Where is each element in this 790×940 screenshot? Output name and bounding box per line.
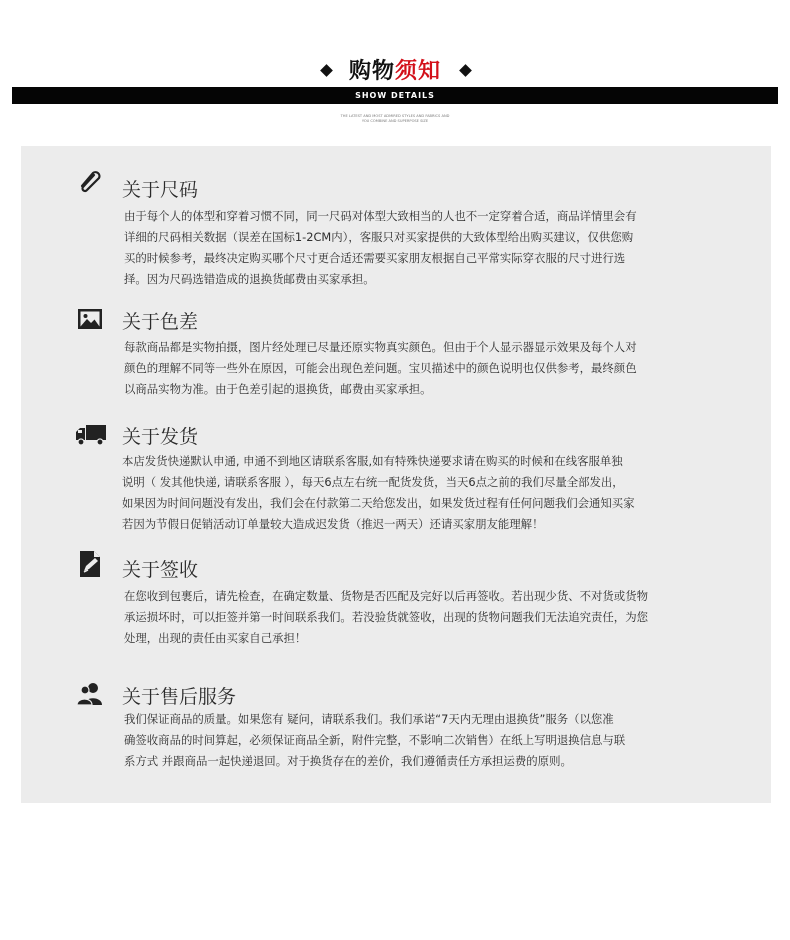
section-title: 关于色差 [122,311,199,333]
section-title: 关于发货 [122,426,199,448]
section-body [124,337,672,400]
show-details-bar: SHOW DETAILS [12,87,778,104]
tiny-caption-line-1: THE LATEST AND MOST ADMIRED STYLES AND FABRICS AND [340,114,450,118]
body-line: 说明（ 发其他快递, 请联系客服 ），每天6点左右统一配货发货，当天6点之前的我们尽量全部发出， [122,475,624,489]
section-title: 关于签收 [122,559,199,581]
body-line: 择。因为尺码选错造成的退换货邮费由买家承担。 [124,272,375,286]
tiny-caption-line-2: YOU COMBINE AND SUPERPOSE SIZE [361,119,429,123]
body-line: 在您收到包裹后，请先检查，在确定数量、货物是否匹配及完好以后再签收。若出现少货、不对货或货物 [124,589,648,603]
image-icon [76,305,104,333]
truck-icon [75,421,107,449]
body-line: 以商品实物为准。由于色差引起的退换货，邮费由买家承担。 [124,382,432,396]
notice-panel [21,146,771,803]
body-line: 处理，出现的责任由买家自己承担！ [124,631,307,645]
section-body [122,451,670,535]
body-line: 确签收商品的时间算起，必须保证商品全新，附件完整，不影响二次销售）在纸上写明退换信息与联 [124,733,626,747]
section-body [124,709,672,772]
users-icon [76,680,104,708]
body-line: 本店发货快递默认申通, 申通不到地区请联系客服,如有特殊快递要求请在购买的时候和在线客服单独 [122,454,623,468]
body-line: 承运损坏时，可以拒签并第一时间联系我们。若没验货就签收，出现的货物问题我们无法追究责任，为您 [124,610,648,624]
body-line: 颜色的理解不同等一些外在原因，可能会出现色差问题。宝贝描述中的颜色说明也仅供参考，最终颜色 [124,361,637,375]
page-title-red: 须知 [395,59,442,84]
body-line: 如果因为时间问题没有发出，我们会在付款第二天给您发出，如果发货过程有任何问题我们会通知买家 [122,496,635,510]
body-line: 系方式 并跟商品一起快递退回。对于换货存在的差价，我们遵循责任方承担运费的原则。 [124,754,572,768]
section-body [124,206,672,290]
body-line: 详细的尺码相关数据（误差在国标1-2CM内），客服只对买家提供的大致体型给出购买建议，仅供您购 [124,230,634,244]
body-line: 若因为节假日促销活动订单量较大造成迟发货（推迟一两天）还请买家朋友能理解！ [122,517,544,531]
section-body [124,586,672,649]
page-title-row [0,54,790,88]
body-line: 每款商品都是实物拍摄，图片经处理已尽量还原实物真实颜色。但由于个人显示器显示效果及每个人对 [124,340,637,354]
paperclip-icon [76,166,104,194]
body-line: 买的时候参考，最终决定购买哪个尺寸更合适还需要买家朋友根据自己平常实际穿衣服的尺寸进行选 [124,251,626,265]
section-title: 关于售后服务 [122,686,237,708]
page-title [0,54,790,85]
body-line: 我们保证商品的质量。如果您有 疑问，请联系我们。我们承诺“7天内无理由退换货”服务（以您准 [124,712,614,726]
page-title-black: 购物 [348,59,395,84]
sign-document-icon [76,550,104,578]
section-title: 关于尺码 [122,179,199,201]
body-line: 由于每个人的体型和穿着习惯不同，同一尺码对体型大致相当的人也不一定穿着合适，商品详情里会有 [124,209,637,223]
